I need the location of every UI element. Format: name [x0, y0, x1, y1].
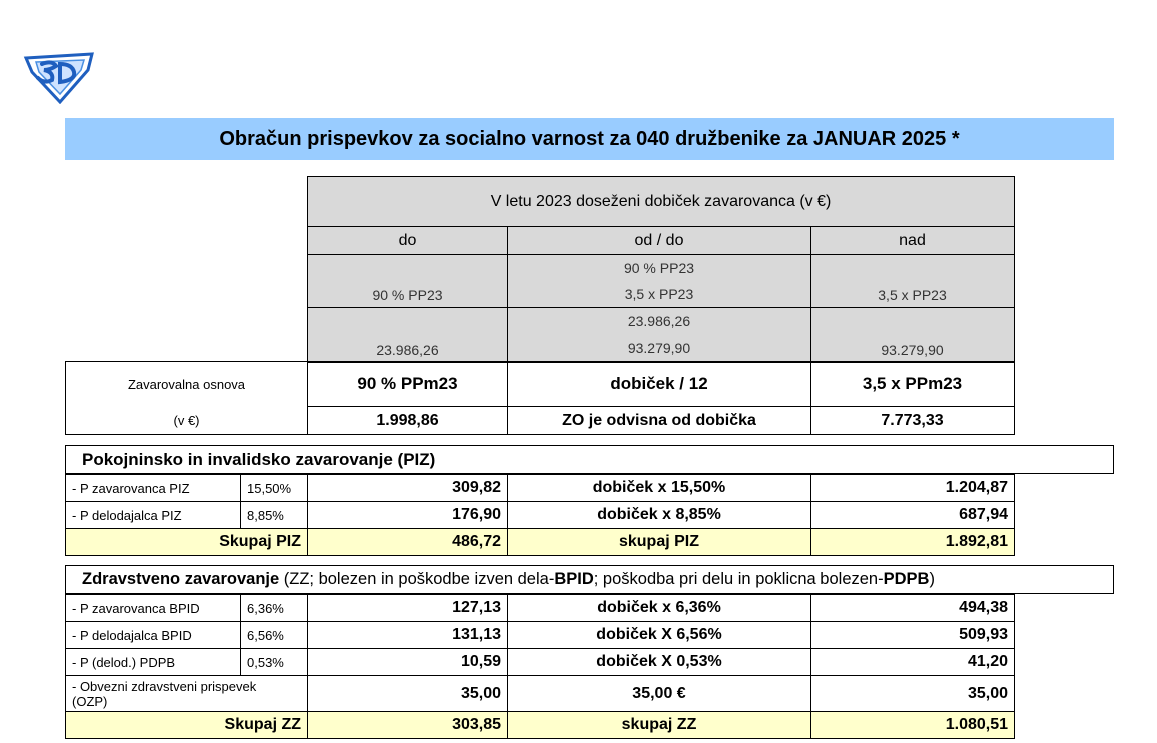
zz-row-formula: dobiček X 0,53%: [508, 649, 811, 676]
zz-heading-part1: (ZZ; bolezen in poškodbe izven dela-: [279, 570, 555, 588]
piz-row-value: 176,90: [308, 502, 508, 529]
piz-heading: Pokojninsko in invalidsko zavarovanje (PIZ): [65, 445, 1114, 474]
base-formula-do: 90 % PPm23: [308, 362, 508, 407]
piz-row-value: 309,82: [308, 475, 508, 502]
zz-row-rate: 0,53%: [241, 649, 308, 676]
piz-row-formula: dobiček x 15,50%: [508, 475, 811, 502]
piz-row-label: - P delodajalca PIZ: [66, 502, 241, 529]
ozp-row: [66, 676, 1015, 712]
ozp-value: 35,00: [308, 676, 508, 712]
table-row: [66, 502, 1015, 529]
piz-row-formula: dobiček x 8,85%: [508, 502, 811, 529]
bracket-oddo-pp-top: 90 % PP23: [623, 260, 695, 276]
zz-heading-bpid: BPID: [554, 570, 594, 588]
bracket-do-amount: 23.986,26: [308, 308, 508, 363]
piz-row-max: 1.204,87: [811, 475, 1015, 502]
zz-row-formula: dobiček X 6,56%: [508, 622, 811, 649]
zz-row-label: - P zavarovanca BPID: [66, 595, 241, 622]
piz-total-max: 1.892,81: [811, 529, 1015, 556]
ozp-label-line2: (OZP): [72, 693, 108, 709]
ozp-max: 35,00: [811, 676, 1015, 712]
zz-row-value: 127,13: [308, 595, 508, 622]
bracket-oddo-amount-bottom: 93.279,90: [627, 340, 691, 356]
bracket-oddo-amount: [508, 308, 811, 363]
zz-total-max: 1.080,51: [811, 712, 1015, 739]
zz-table: [65, 594, 1015, 739]
table-row: [66, 622, 1015, 649]
col-nad: nad: [811, 227, 1015, 255]
piz-total-value: 486,72: [308, 529, 508, 556]
zz-heading-title: Zdravstveno zavarovanje: [82, 570, 280, 588]
bracket-oddo-amount-top: 23.986,26: [627, 313, 691, 329]
piz-row-label: - P zavarovanca PIZ: [66, 475, 241, 502]
page-title: Obračun prispevkov za socialno varnost za 040 družbenike za JANUAR 2025 *: [65, 118, 1114, 160]
base-value-oddo: ZO je odvisna od dobička: [508, 407, 811, 435]
zz-row-value: 131,13: [308, 622, 508, 649]
bracket-header: V letu 2023 doseženi dobiček zavarovanca (v €): [308, 177, 1015, 227]
zz-row-label: - P delodajalca BPID: [66, 622, 241, 649]
zz-heading: [65, 565, 1114, 594]
zz-row-max: 494,38: [811, 595, 1015, 622]
base-unit: (v €): [66, 407, 308, 435]
piz-row-max: 687,94: [811, 502, 1015, 529]
base-label: Zavarovalna osnova: [66, 362, 308, 407]
ozp-label-line1: - Obvezni zdravstveni prispevek: [72, 678, 257, 694]
base-value-do: 1.998,86: [308, 407, 508, 435]
bracket-do-pp: 90 % PP23: [308, 255, 508, 308]
col-do: do: [308, 227, 508, 255]
zz-row-value: 10,59: [308, 649, 508, 676]
col-od-do: od / do: [508, 227, 811, 255]
zz-total-value: 303,85: [308, 712, 508, 739]
zz-heading-part2: ; poškodba pri delu in poklicna bolezen-: [593, 570, 884, 588]
zz-row-max: 509,93: [811, 622, 1015, 649]
zz-total-label: Skupaj ZZ: [66, 712, 308, 739]
zz-total-formula: skupaj ZZ: [508, 712, 811, 739]
table-row: [66, 649, 1015, 676]
ozp-formula: 35,00 €: [508, 676, 811, 712]
zz-heading-pdpb: PDPB: [883, 570, 930, 588]
zz-row-max: 41,20: [811, 649, 1015, 676]
zz-heading-part3: ): [929, 570, 935, 588]
table-row: [66, 475, 1015, 502]
profit-bracket-table: [307, 176, 1015, 363]
zz-total-row: [66, 712, 1015, 739]
piz-total-label: Skupaj PIZ: [66, 529, 308, 556]
zz-row-rate: 6,56%: [241, 622, 308, 649]
bracket-oddo-pp: [508, 255, 811, 308]
bracket-oddo-pp-bottom: 3,5 x PP23: [624, 286, 694, 302]
base-formula-oddo: dobiček / 12: [508, 362, 811, 407]
zz-row-formula: dobiček x 6,36%: [508, 595, 811, 622]
piz-row-rate: 8,85%: [241, 502, 308, 529]
company-logo: [22, 48, 96, 104]
piz-table: [65, 474, 1015, 556]
bracket-nad-pp: 3,5 x PP23: [811, 255, 1015, 308]
insurance-base-table: [65, 361, 1015, 435]
ozp-label: [66, 676, 308, 712]
zz-row-rate: 6,36%: [241, 595, 308, 622]
piz-total-formula: skupaj PIZ: [508, 529, 811, 556]
bracket-nad-amount: 93.279,90: [811, 308, 1015, 363]
piz-row-rate: 15,50%: [241, 475, 308, 502]
piz-total-row: [66, 529, 1015, 556]
table-row: [66, 595, 1015, 622]
base-value-nad: 7.773,33: [811, 407, 1015, 435]
base-formula-nad: 3,5 x PPm23: [811, 362, 1015, 407]
zz-row-label: - P (delod.) PDPB: [66, 649, 241, 676]
